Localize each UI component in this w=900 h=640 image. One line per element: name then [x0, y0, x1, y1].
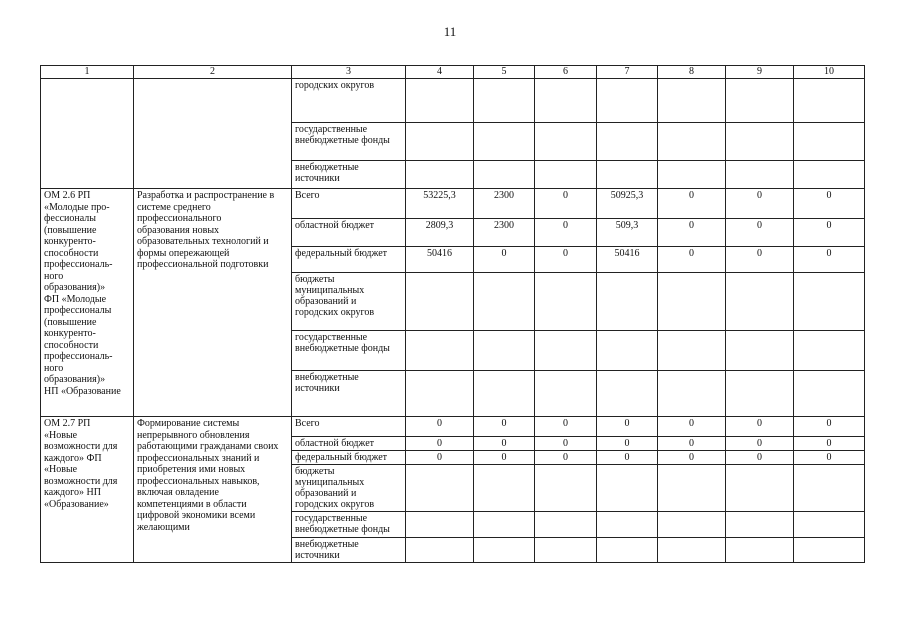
value-cell [597, 273, 658, 331]
value-cell: 0 [726, 451, 794, 465]
value-cell [658, 371, 726, 417]
value-cell: 0 [726, 437, 794, 451]
value-cell: 0 [535, 219, 597, 247]
value-cell: 50416 [406, 247, 474, 273]
column-header: 6 [535, 66, 597, 79]
value-cell [406, 371, 474, 417]
value-cell [474, 79, 535, 123]
value-cell [406, 79, 474, 123]
page-number: 11 [443, 24, 457, 39]
value-cell [658, 123, 726, 161]
value-cell [726, 512, 794, 538]
value-cell: 0 [535, 451, 597, 465]
value-cell [794, 512, 865, 538]
value-cell [535, 331, 597, 371]
value-cell [535, 538, 597, 563]
value-cell [535, 79, 597, 123]
value-cell [658, 331, 726, 371]
value-cell [726, 538, 794, 563]
value-cell: 0 [726, 189, 794, 219]
funding-source-cell: городских округов [292, 79, 406, 123]
funding-source-cell: внебюджетные источники [292, 371, 406, 417]
value-cell [794, 161, 865, 189]
value-cell [794, 371, 865, 417]
value-cell [658, 161, 726, 189]
funding-source-cell: Всего [292, 417, 406, 437]
event-cell: ОМ 2.7 РП «Новые возможности для каждого» ФП «Новые возможности для каждого» НП «Образование» [41, 417, 134, 563]
value-cell: 0 [794, 451, 865, 465]
value-cell: 0 [597, 437, 658, 451]
event-cell [41, 79, 134, 189]
value-cell [474, 371, 535, 417]
value-cell: 0 [535, 247, 597, 273]
value-cell [794, 331, 865, 371]
column-header: 10 [794, 66, 865, 79]
value-cell [535, 512, 597, 538]
value-cell: 0 [535, 417, 597, 437]
column-header: 7 [597, 66, 658, 79]
funding-source-cell: бюджеты муниципальных образований и городских округов [292, 465, 406, 512]
value-cell [535, 465, 597, 512]
value-cell: 0 [597, 417, 658, 437]
value-cell [406, 161, 474, 189]
funding-source-cell: областной бюджет [292, 437, 406, 451]
value-cell [726, 123, 794, 161]
value-cell [597, 123, 658, 161]
value-cell [406, 331, 474, 371]
funding-source-cell: областной бюджет [292, 219, 406, 247]
funding-source-cell: федеральный бюджет [292, 451, 406, 465]
value-cell [535, 123, 597, 161]
value-cell [474, 538, 535, 563]
value-cell: 509,3 [597, 219, 658, 247]
value-cell [597, 331, 658, 371]
value-cell [597, 371, 658, 417]
value-cell [406, 465, 474, 512]
column-header: 2 [134, 66, 292, 79]
value-cell [726, 161, 794, 189]
value-cell [535, 371, 597, 417]
description-cell: Формирование системы непрерывного обновления работающими гражданами своих профессиональных знаний и приобретения ими новых профессиональных навыков, включая овладение компетенциями в области цифровой экономики всеми желающими [134, 417, 292, 563]
value-cell [726, 331, 794, 371]
value-cell: 50925,3 [597, 189, 658, 219]
value-cell [794, 273, 865, 331]
value-cell: 0 [794, 247, 865, 273]
value-cell [474, 123, 535, 161]
event-cell: ОМ 2.6 РП «Молодые про- фессионалы (повышение конкуренто- способности профессиональ- ного образования)» ФП «Молодые профессионалы (повышение конкуренто- способности профессиональ- ного образования)» НП «Образование [41, 189, 134, 417]
value-cell [794, 538, 865, 563]
budget-table [40, 65, 865, 563]
value-cell: 0 [658, 189, 726, 219]
value-cell: 50416 [597, 247, 658, 273]
value-cell [597, 538, 658, 563]
value-cell [658, 512, 726, 538]
value-cell: 0 [474, 451, 535, 465]
value-cell [535, 273, 597, 331]
value-cell: 0 [474, 437, 535, 451]
value-cell [658, 273, 726, 331]
value-cell: 0 [474, 417, 535, 437]
table-row [41, 79, 865, 123]
value-cell [474, 512, 535, 538]
table-row [41, 189, 865, 219]
value-cell: 0 [726, 247, 794, 273]
value-cell: 0 [794, 437, 865, 451]
value-cell: 0 [658, 417, 726, 437]
value-cell [406, 123, 474, 161]
value-cell: 0 [794, 219, 865, 247]
value-cell: 0 [406, 417, 474, 437]
value-cell [726, 79, 794, 123]
value-cell [406, 538, 474, 563]
column-header: 5 [474, 66, 535, 79]
value-cell: 0 [474, 247, 535, 273]
value-cell: 0 [658, 437, 726, 451]
value-cell: 0 [658, 219, 726, 247]
value-cell [535, 161, 597, 189]
value-cell: 2300 [474, 189, 535, 219]
funding-source-cell: бюджеты муниципальных образований и городских округов [292, 273, 406, 331]
value-cell [794, 79, 865, 123]
funding-source-cell: государственные внебюджетные фонды [292, 331, 406, 371]
value-cell [726, 371, 794, 417]
value-cell: 0 [794, 189, 865, 219]
funding-source-cell: государственные внебюджетные фонды [292, 512, 406, 538]
value-cell [794, 465, 865, 512]
header-row [41, 66, 865, 79]
funding-source-cell: внебюджетные источники [292, 538, 406, 563]
value-cell [597, 465, 658, 512]
value-cell: 0 [658, 451, 726, 465]
value-cell: 0 [597, 451, 658, 465]
value-cell: 0 [726, 219, 794, 247]
column-header: 8 [658, 66, 726, 79]
value-cell: 0 [406, 437, 474, 451]
value-cell [474, 161, 535, 189]
value-cell: 2809,3 [406, 219, 474, 247]
value-cell [597, 512, 658, 538]
value-cell [474, 273, 535, 331]
value-cell [474, 465, 535, 512]
value-cell [794, 123, 865, 161]
value-cell: 0 [658, 247, 726, 273]
value-cell [597, 161, 658, 189]
value-cell: 0 [535, 437, 597, 451]
value-cell [658, 79, 726, 123]
funding-source-cell: внебюджетные источники [292, 161, 406, 189]
description-cell: Разработка и распространение в системе среднего профессионального образования новых образовательных технологий и формы опережающей профессиональной подготовки [134, 189, 292, 417]
value-cell: 0 [535, 189, 597, 219]
value-cell: 0 [406, 451, 474, 465]
table-row [41, 417, 865, 437]
description-cell [134, 79, 292, 189]
value-cell [474, 331, 535, 371]
column-header: 3 [292, 66, 406, 79]
value-cell: 2300 [474, 219, 535, 247]
value-cell [726, 465, 794, 512]
value-cell: 53225,3 [406, 189, 474, 219]
value-cell [406, 512, 474, 538]
column-header: 1 [41, 66, 134, 79]
value-cell [658, 538, 726, 563]
value-cell: 0 [726, 417, 794, 437]
value-cell [406, 273, 474, 331]
value-cell [726, 273, 794, 331]
funding-source-cell: Всего [292, 189, 406, 219]
value-cell [658, 465, 726, 512]
funding-source-cell: федеральный бюджет [292, 247, 406, 273]
column-header: 4 [406, 66, 474, 79]
funding-source-cell: государственные внебюджетные фонды [292, 123, 406, 161]
column-header: 9 [726, 66, 794, 79]
value-cell [597, 79, 658, 123]
value-cell: 0 [794, 417, 865, 437]
